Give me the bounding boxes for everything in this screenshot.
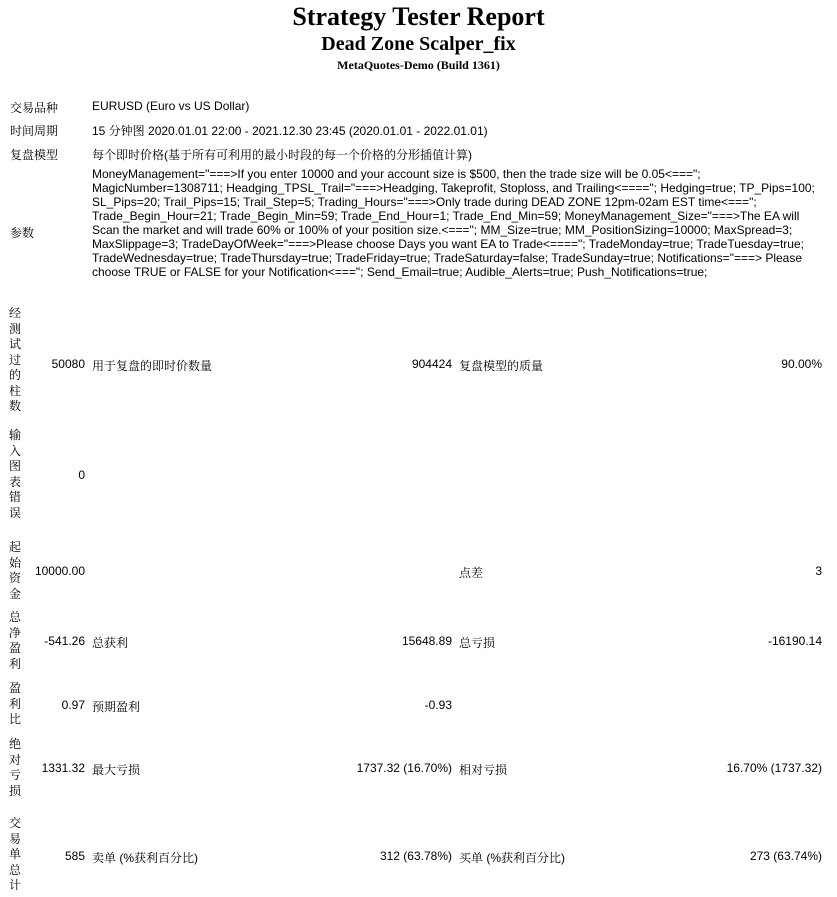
bars-tested-value: 50080 [51, 357, 85, 371]
expert-name: Dead Zone Scalper_fix [321, 33, 516, 55]
initial-deposit-label: 起始资金 [8, 540, 21, 601]
profit-factor-value: 0.97 [61, 698, 85, 712]
symbol-value: EURUSD (Euro vs US Dollar) [92, 99, 250, 113]
chart-errors-value: 0 [78, 468, 85, 482]
maximal-drawdown-value: 1737.32 (16.70%) [356, 761, 452, 775]
absolute-drawdown-label: 绝对亏损 [8, 737, 21, 798]
period-value: 15 分钟图 2020.01.01 22:00 - 2021.12.30 23:45 (2020.01.01 - 2022.01.01) [92, 124, 488, 138]
gross-profit-value: 15648.89 [401, 634, 452, 648]
ticks-modelled-label: 用于复盘的即时价数量 [92, 359, 213, 373]
spread-value: 3 [815, 564, 822, 578]
expected-payoff-label: 预期盈利 [92, 700, 141, 714]
period-label: 时间周期 [10, 124, 59, 138]
server-build: MetaQuotes-Demo (Build 1361) [337, 58, 500, 72]
parameters-label: 参数 [10, 226, 35, 240]
modelling-quality-value: 90.00% [781, 357, 822, 371]
maximal-drawdown-label: 最大亏损 [92, 763, 141, 777]
relative-drawdown-label: 相对亏损 [459, 763, 508, 777]
net-profit-value: -541.26 [44, 634, 85, 648]
net-profit-label: 总净盈利 [8, 610, 21, 671]
report-title: Strategy Tester Report [292, 2, 545, 31]
short-positions-label: 卖单 (%获利百分比) [92, 851, 198, 865]
spread-label: 点差 [459, 566, 484, 580]
bars-tested-label: 经测试过的柱数 [8, 306, 21, 413]
model-value: 每个即时价格(基于所有可利用的最小时段的每一个价格的分形插值计算) [92, 148, 472, 162]
symbol-label: 交易品种 [10, 101, 59, 115]
total-trades-value: 585 [64, 849, 85, 863]
long-positions-value: 273 (63.74%) [749, 849, 822, 863]
gross-loss-label: 总亏损 [459, 636, 496, 650]
modelling-quality-label: 复盘模型的质量 [459, 359, 544, 373]
ticks-modelled-value: 904424 [411, 357, 452, 371]
absolute-drawdown-value: 1331.32 [41, 761, 85, 775]
total-trades-label: 交易单总计 [8, 816, 21, 892]
long-positions-label: 买单 (%获利百分比) [459, 851, 565, 865]
initial-deposit-value: 10000.00 [34, 564, 85, 578]
short-positions-value: 312 (63.78%) [379, 849, 452, 863]
model-label: 复盘模型 [10, 148, 59, 162]
relative-drawdown-value: 16.70% (1737.32) [726, 761, 822, 775]
gross-profit-label: 总获利 [92, 636, 129, 650]
parameters-value: MoneyManagement="===>If you enter 10000 and your account size is $500, then the trade size will be 0.05<==="; MagicNumber=1308711; Headging_TPSL_Trail="===>Headging, Takeprofit, Stoploss, and Trailing<===="; Hedging=true; TP_Pips=100; SL_Pips=20; Trail_Pips=15; Trail_Step=5; Trading_Hours="===>Only trade during DEAD ZONE 12pm-02am EST time<==="; Trade_Begin_Hour=21; Trade_Begin_Min=59; Trade_End_Hour=1; Trade_End_Min=59; MoneyManagement_Size="===>The EA will Scan the market and will trade 60% or 100% of your position size.<==="; MM_Size=true; MM_PositionSizing=10000; MaxSpread=3; MaxSlippage=3; TradeDayOfWeek="===>Please choose Days you want EA to Trade<===="; TradeMonday=true; TradeTuesday=true; TradeWednesday=true; TradeThursday=true; TradeFriday=true; TradeSaturday=false; TradeSunday=true; Notifications="===> Please choose TRUE or FALSE for your Notification<==="; Send_Email=true; Audible_Alerts=true; Push_Notifications=true; [92, 167, 815, 279]
expected-payoff-value: -0.93 [424, 698, 452, 712]
gross-loss-value: -16190.14 [767, 634, 822, 648]
chart-errors-label: 输入图表错误 [8, 428, 21, 520]
profit-factor-label: 盈利比 [8, 681, 21, 726]
